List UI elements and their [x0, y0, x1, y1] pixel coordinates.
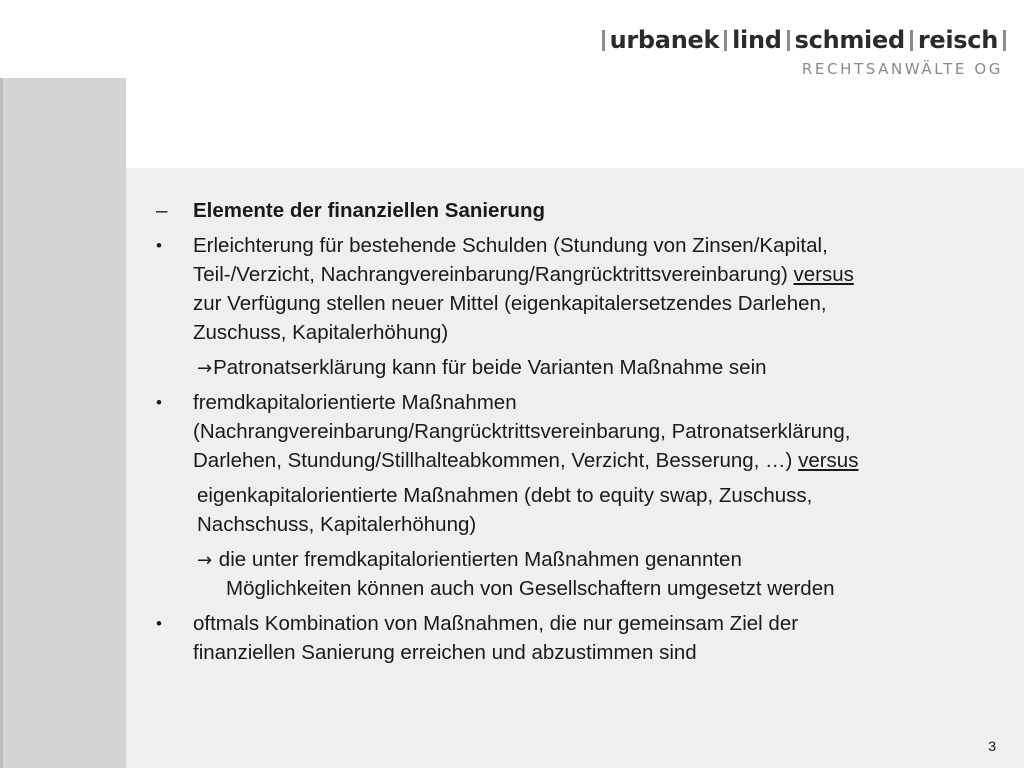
note-1-text: Patronatserklärung kann für beide Varianten Maßnahme sein: [213, 356, 767, 379]
heading-row: [152, 196, 992, 225]
logo-name-reisch: reisch: [917, 26, 998, 54]
bullet-1-text-2-pre: Teil-/Verzicht, Nachrangvereinbarung/Rangrücktrittsvereinbarung): [193, 263, 794, 286]
right-arrow-icon: →: [197, 358, 213, 379]
bullet-2-text-3: [193, 446, 858, 475]
bullet-2-text-3-pre: Darlehen, Stundung/Stillhalteabkommen, Verzicht, Besserung, …): [193, 449, 799, 472]
firm-logo: [602, 24, 1006, 78]
bullet-2-cont-line-1: [152, 481, 992, 510]
slide-body: [152, 196, 992, 667]
logo-name-schmied: schmied: [794, 26, 905, 54]
note-2-line-1: [197, 545, 742, 575]
right-arrow-icon: →: [197, 550, 213, 571]
bullet-3-text-1: oftmals Kombination von Maßnahmen, die nur gemeinsam Ziel der: [193, 612, 799, 635]
bullet-2-line-2: [152, 417, 992, 446]
note-1-row: [152, 353, 992, 382]
logo-subtitle: RECHTSANWÄLTE OG: [801, 60, 1003, 78]
bullet-3-line-1: [152, 609, 992, 638]
bullet-marker: •: [156, 393, 162, 412]
page-number: 3: [988, 738, 996, 754]
bullet-marker: •: [156, 236, 162, 255]
logo-separator: [787, 30, 790, 51]
bullet-2-text-2: (Nachrangvereinbarung/Rangrücktrittsvereinbarung, Patronatserklärung,: [193, 420, 851, 443]
bullet-1-text-3: zur Verfügung stellen neuer Mittel (eigenkapitalersetzendes Darlehen,: [193, 292, 827, 315]
bullet-2-line-1: [152, 388, 992, 417]
bullet-1-line-3: [152, 289, 992, 318]
sidebar-strip: [0, 78, 126, 768]
bullet-2-line-3: [152, 446, 992, 475]
note-2-row-2: [152, 574, 992, 603]
bullet-1-line-4: [152, 318, 992, 347]
logo-names: [602, 24, 1006, 56]
bullet-1-text-4: Zuschuss, Kapitalerhöhung): [193, 321, 449, 344]
logo-separator: [724, 30, 727, 51]
bullet-1-line-2: [152, 260, 992, 289]
versus-underlined: versus: [798, 449, 859, 472]
bullet-2-text-1: fremdkapitalorientierte Maßnahmen: [193, 391, 517, 414]
sidebar-strip-edge: [0, 78, 3, 768]
bullet-2-cont-line-2: [152, 510, 992, 539]
logo-separator: [910, 30, 913, 51]
bullet-2-cont-text-1: eigenkapitalorientierte Maßnahmen (debt to equity swap, Zuschuss,: [197, 484, 813, 507]
section-heading: Elemente der finanziellen Sanierung: [193, 199, 546, 222]
bullet-marker: •: [156, 614, 162, 633]
bullet-1-text-2: [193, 260, 854, 289]
bullet-1-text-1: Erleichterung für bestehende Schulden (Stundung von Zinsen/Kapital,: [193, 234, 828, 257]
dash-marker: –: [156, 199, 168, 222]
versus-underlined: versus: [793, 263, 854, 286]
note-2-text-1: die unter fremdkapitalorientierten Maßnahmen genannten: [213, 548, 742, 571]
note-2-text-2: Möglichkeiten können auch von Gesellschaftern umgesetzt werden: [226, 577, 835, 600]
bullet-1-line-1: [152, 231, 992, 260]
note-1: [197, 353, 767, 383]
logo-name-urbanek: urbanek: [609, 26, 720, 54]
note-2-row-1: [152, 545, 992, 574]
logo-separator: [1003, 30, 1006, 51]
bullet-3-line-2: [152, 638, 992, 667]
bullet-3-text-2: finanziellen Sanierung erreichen und abzustimmen sind: [193, 641, 697, 664]
logo-name-lind: lind: [732, 26, 782, 54]
logo-separator: [602, 30, 605, 51]
bullet-2-cont-text-2: Nachschuss, Kapitalerhöhung): [197, 513, 477, 536]
